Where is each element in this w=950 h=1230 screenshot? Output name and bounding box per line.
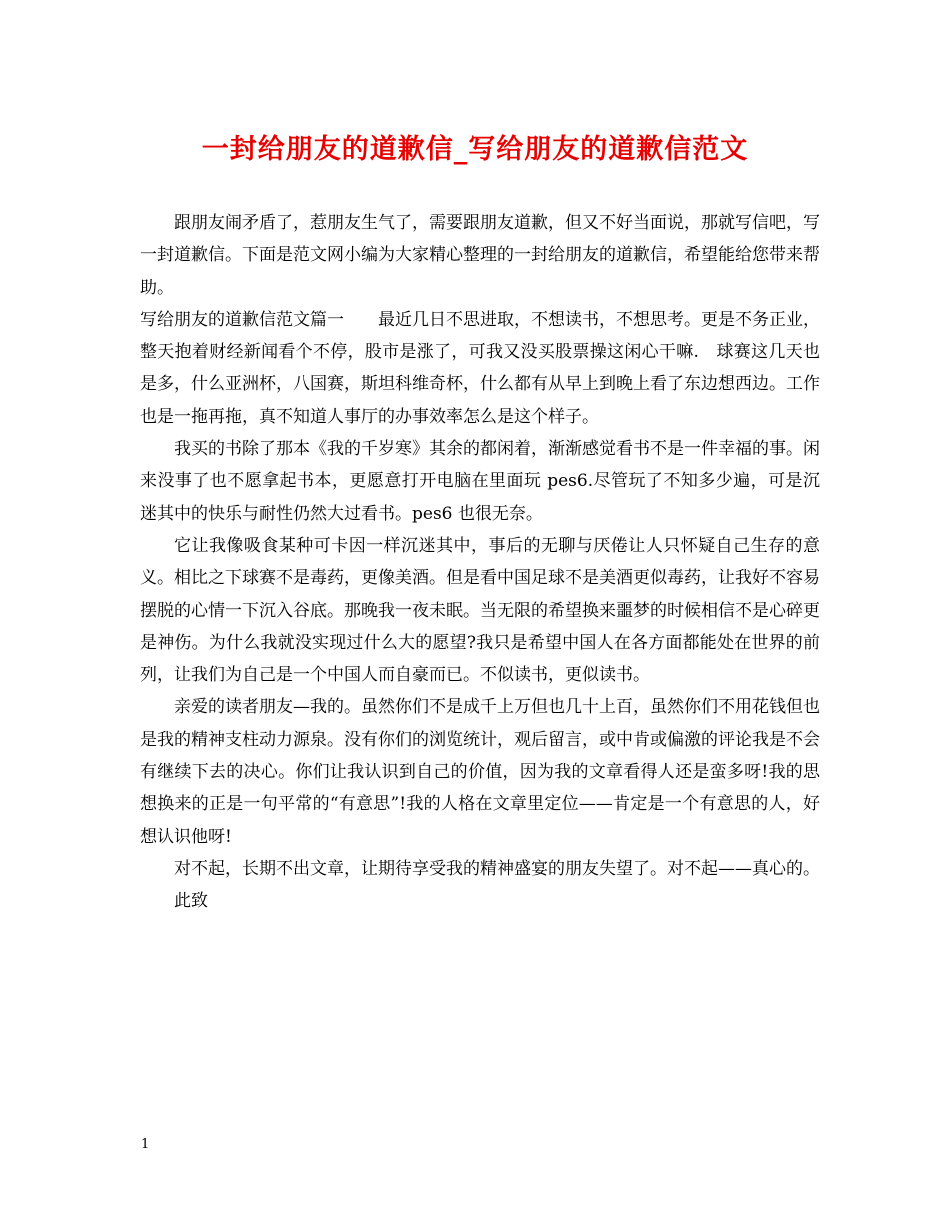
document-title: 一封给朋友的道歉信_写给朋友的道歉信范文 <box>201 134 749 165</box>
letter-paragraph-3: 它让我像吸食某种可卡因一样沉迷其中，事后的无聊与厌倦让人只怀疑自己生存的意义。相比之下球赛不是毒药，更像美酒。但是看中国足球不是美酒更似毒药，让我好不容易摆脱的心情一下沉入谷底。那晚我一夜未眠。当无限的希望换来噩梦的时候相信不是心碎更是神伤。为什么我就没实现过什么大的愿望?我只是希望中国人在各方面都能处在世界的前列，让我们为自己是一个中国人而自豪而已。不似读书，更似读书。 <box>140 535 820 686</box>
page-number: 1 <box>141 1137 150 1152</box>
closing-salutation: 此致 <box>174 891 208 912</box>
letter-paragraph-5: 对不起，长期不出文章，让期待享受我的精神盛宴的朋友失望了。对不起——真心的。 <box>174 858 820 879</box>
intro-paragraph: 跟朋友闹矛盾了，惹朋友生气了，需要跟朋友道歉，但又不好当面说，那就写信吧，写一封道歉信。下面是范文网小编为大家精心整理的一封给朋友的道歉信，希望能给您带来帮助。 <box>140 213 820 298</box>
letter-paragraph-1: 写给朋友的道歉信范文篇一 最近几日不思进取，不想读书，不想思考。更是不务正业，整天抱着财经新闻看个不停，股市是涨了，可我又没买股票操这闲心干嘛. 球赛这几天也是多，什么亚洲杯，八国赛，斯坦科维奇杯，什么都有从早上到晚上看了东边想西边。工作也是一拖再拖，真不知道人事厅的办事效率怎么是这个样子。 <box>140 309 820 427</box>
letter-paragraph-4: 亲爱的读者朋友—我的。虽然你们不是成千上万但也几十上百，虽然你们不用花钱但也是我的精神支柱动力源泉。没有你们的浏览统计，观后留言，或中肯或偏激的评论我是不会有继续下去的决心。你们让我认识到自己的价值，因为我的文章看得人还是蛮多呀!我的思想换来的正是一句平常的“有意思”!我的人格在文章里定位——肯定是一个有意思的人，好想认识他呀! <box>140 697 820 847</box>
letter-paragraph-2: 我买的书除了那本《我的千岁寒》其余的都闲着，渐渐感觉看书不是一件幸福的事。闲来没事了也不愿拿起书本，更愿意打开电脑在里面玩 pes6.尽管玩了不知多少遍，可是沉迷其中的快乐与耐性仍然大过看书。pes6 也很无奈。 <box>140 439 820 524</box>
document-body <box>140 207 820 918</box>
